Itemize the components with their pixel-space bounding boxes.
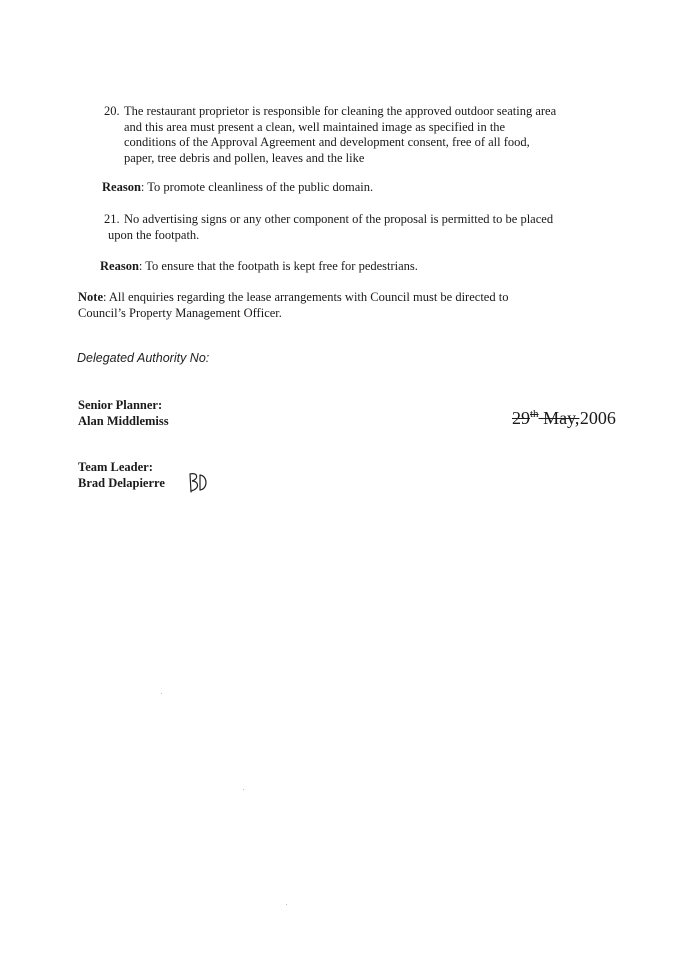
person-name: Brad Delapierre [78, 475, 165, 490]
note-label: Note [78, 290, 103, 304]
condition-line: upon the footpath. [108, 227, 200, 242]
scan-speck [286, 904, 287, 905]
scan-speck [243, 789, 244, 790]
date-month: May, [543, 408, 580, 428]
role-label: Senior Planner: [78, 398, 163, 412]
note-text: : All enquiries regarding the lease arrangements with Council must be directed to [103, 290, 509, 304]
senior-planner-signature [78, 398, 169, 429]
condition-line: conditions of the Approval Agreement and development consent, free of all food, [124, 135, 530, 149]
reason-label: Reason [100, 259, 139, 273]
reason-text: : To ensure that the footpath is kept free for pedestrians. [138, 259, 418, 273]
date-day: 29 [512, 408, 530, 428]
delegated-authority [77, 351, 209, 367]
reason-text: : To promote cleanliness of the public domain. [140, 180, 374, 194]
condition-20 [104, 104, 624, 166]
condition-21 [104, 212, 624, 243]
delegated-authority-text: Delegated Authority No: [77, 351, 210, 365]
condition-line: No advertising signs or any other component of the proposal is permitted to be placed [124, 212, 554, 226]
condition-number: 21. [104, 212, 120, 226]
date-stamp [512, 408, 616, 429]
person-name: Alan Middlemiss [78, 413, 169, 428]
condition-number: 20. [104, 104, 120, 118]
note-text: Council’s Property Management Officer. [78, 305, 282, 320]
date-suffix: th [530, 408, 539, 420]
condition-line: paper, tree debris and pollen, leaves and the like [124, 150, 365, 165]
note [78, 290, 618, 321]
role-label: Team Leader: [78, 460, 153, 474]
team-leader-signature [78, 460, 165, 491]
reason-21 [100, 259, 620, 275]
condition-line: and this area must present a clean, well maintained image as specified in the [124, 119, 506, 134]
reason-20 [102, 180, 622, 196]
condition-line: The restaurant proprietor is responsible for cleaning the approved outdoor seating area [124, 104, 557, 118]
handwritten-initials [186, 470, 212, 496]
reason-label: Reason [102, 180, 141, 194]
scan-speck [161, 693, 162, 694]
date-year: 2006 [579, 408, 616, 428]
